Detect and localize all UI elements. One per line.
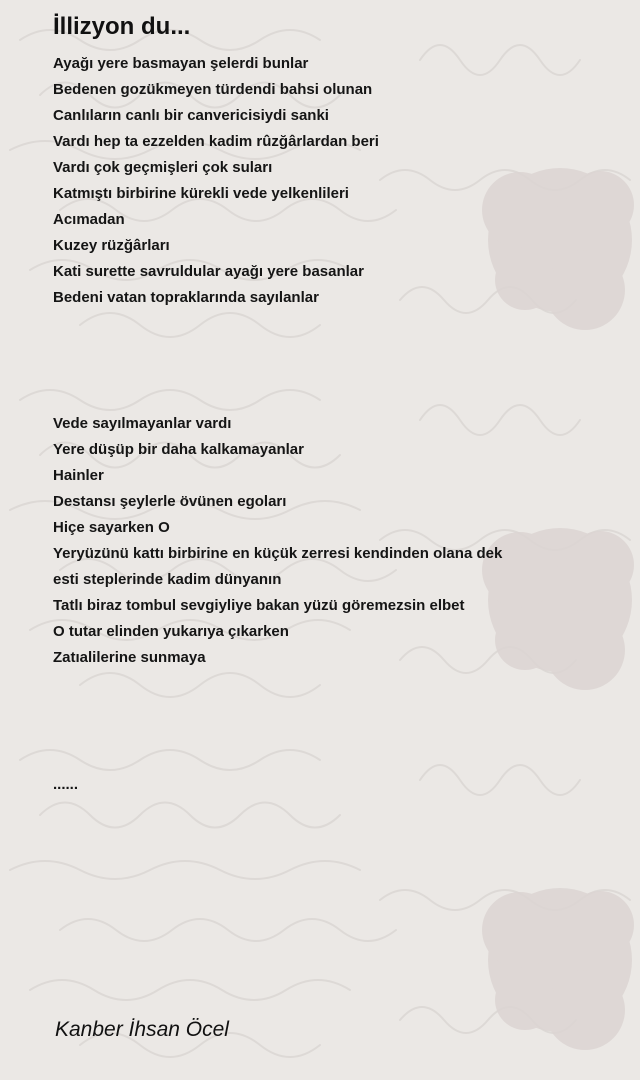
poem-line: Katmıştı birbirine kürekli vede yelkenlileri: [53, 185, 349, 202]
poem-line: Ayağı yere basmayan şelerdi bunlar: [53, 55, 309, 72]
poem-line: Zatıalilerine sunmaya: [53, 649, 206, 666]
stanza-2: [53, 411, 502, 671]
poem-line: Tatlı biraz tombul sevgiyliye bakan yüzü göremezsin elbet: [53, 597, 465, 614]
poem-line: esti steplerinde kadim dünyanın: [53, 571, 282, 588]
poem-line: O tutar elinden yukarıya çıkarken: [53, 623, 289, 640]
poem-ellipsis: ......: [53, 776, 79, 793]
poem-line: Hiçe sayarken O: [53, 519, 170, 536]
poem-line: Canlıların canlı bir canvericisiydi sanki: [53, 107, 329, 124]
poem-line: Yeryüzünü kattı birbirine en küçük zerresi kendinden olana dek: [53, 545, 503, 562]
poem-line: Bedeni vatan topraklarında sayılanlar: [53, 289, 319, 306]
poem-line: Vardı hep ta ezzelden kadim rûzğârlardan beri: [53, 133, 379, 150]
stanza-1: [53, 51, 379, 311]
poem-line: Destansı şeylerle övünen egoları: [53, 493, 287, 510]
poem-line: Vede sayılmayanlar vardı: [53, 415, 232, 432]
poem-line: Kuzey rüzğârları: [53, 237, 170, 254]
poem-title: İllizyon du...: [53, 13, 191, 40]
poem-author: Kanber İhsan Öcel: [55, 1018, 229, 1041]
poem-line: Kati surette savruldular ayağı yere basanlar: [53, 263, 364, 280]
poem-line: Vardı çok geçmişleri çok suları: [53, 159, 273, 176]
poem-line: Yere düşüp bir daha kalkamayanlar: [53, 441, 304, 458]
poem-line: Hainler: [53, 467, 104, 484]
poem-line: Bedenen gozükmeyen türdendi bahsi olunan: [53, 81, 373, 98]
poem-line: Acımadan: [53, 211, 125, 228]
